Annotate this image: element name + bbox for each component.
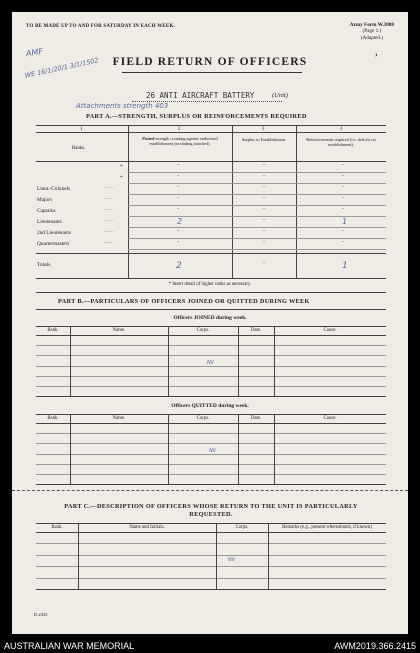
row-rule — [128, 205, 386, 206]
handwritten-ref-1: AMF — [25, 46, 44, 59]
part-c-nil: Nil — [228, 557, 235, 563]
col-header-posted — [132, 136, 228, 146]
attachments-note: Attachments strength 403 — [76, 102, 169, 110]
surplus-cell: - — [263, 206, 265, 212]
col-number-2: 2 — [178, 127, 181, 132]
reinf-cell: - — [342, 195, 344, 201]
rule — [36, 484, 386, 485]
form-sheet — [12, 12, 408, 634]
part-a-footnote: * Insert detail of higher ranks as necessary. — [168, 282, 252, 287]
surplus-cell: - — [263, 228, 265, 234]
rule — [128, 125, 129, 278]
part-c-heading-line2: REQUESTED. — [189, 511, 233, 518]
column-header: Date. — [250, 416, 262, 421]
column-header: Remarks (e.g., present whereabouts, if known) — [282, 525, 372, 530]
rank-label: * — [120, 175, 123, 181]
form-id: Army Form W.3008 — [349, 22, 394, 28]
row-rule — [128, 194, 386, 195]
row-rule — [128, 238, 386, 239]
part-c-heading — [36, 503, 386, 519]
col-rule — [168, 414, 169, 484]
column-header: Corps. — [196, 416, 210, 421]
row-rule — [128, 249, 386, 250]
reinf-cell: - — [342, 228, 344, 234]
reinf-cell: 1 — [342, 217, 348, 226]
column-header: Rank. — [47, 328, 59, 333]
posted-cell: - — [177, 228, 179, 234]
col-number-3: 3 — [262, 127, 265, 132]
col-rule — [268, 523, 269, 589]
column-header: Cause. — [323, 416, 337, 421]
col-rule — [70, 326, 71, 396]
rank-label: Majors — [37, 197, 53, 203]
rule — [36, 414, 386, 415]
quitted-nil: Nil — [209, 448, 216, 454]
column-header: Name. — [112, 328, 126, 333]
surplus-cell: - — [263, 239, 265, 245]
surplus-cell: - — [263, 195, 265, 201]
row-rule — [128, 227, 386, 228]
rank-label: Lieut.-Colonels — [37, 186, 71, 192]
surplus-cell: - — [263, 162, 265, 168]
surplus-cell: - — [263, 217, 265, 223]
leader-dots: ... ... — [104, 240, 113, 245]
top-note: TO BE MADE UP TO AND FOR SATURDAY IN EACH WEEK. — [26, 24, 176, 29]
row-rule — [36, 543, 386, 544]
form-identifier — [350, 22, 394, 41]
part-c-heading-line1: PART C.—DESCRIPTION OF OFFICERS WHOSE RETURN TO THE UNIT IS PARTICULARLY — [64, 503, 358, 510]
row-rule — [36, 376, 386, 377]
row-rule — [36, 464, 386, 465]
unit-label: (Unit) — [272, 92, 288, 99]
rank-label: Captains — [37, 208, 56, 214]
row-rule — [36, 386, 386, 387]
surplus-cell: - — [263, 173, 265, 179]
column-header: Name. — [112, 416, 126, 421]
col-rule — [78, 523, 79, 589]
rule — [36, 125, 386, 126]
unit-value: 26 ANTI AIRCRAFT BATTERY — [146, 91, 255, 100]
posted-bold: Posted — [142, 136, 155, 141]
row-rule — [128, 216, 386, 217]
col-rule — [216, 523, 217, 589]
col-header-ranks: Ranks. — [72, 146, 86, 151]
col-number-1: 1 — [80, 127, 83, 132]
rule — [36, 292, 386, 293]
row-rule — [36, 433, 386, 434]
row-rule — [36, 578, 386, 579]
col-rule — [238, 326, 239, 396]
col-header-reinforcements: Reinforcements required (i.e. deficits on establishment). — [306, 137, 376, 147]
column-header: Corps. — [235, 525, 249, 530]
part-b-heading: PART B.—PARTICULARS OF OFFICERS JOINED OR QUITTED DURING WEEK — [58, 298, 310, 305]
rule — [36, 326, 386, 327]
row-rule — [128, 172, 386, 173]
posted-desc: strength counting against authorised establishment (excluding attached). — [149, 136, 218, 146]
form-adapted: (Adapted.) — [360, 34, 384, 41]
joined-title: Officers JOINED during week. — [173, 315, 247, 321]
rank-label: Lieutenants — [37, 219, 62, 225]
leader-dots: ... ... — [104, 185, 113, 190]
col-number-4: 4 — [340, 127, 343, 132]
rule — [36, 278, 386, 279]
totals-label: Totals — [37, 262, 51, 268]
column-header: Rank. — [51, 525, 63, 530]
col-header-surplus: Surplus to Establishment. — [241, 137, 287, 142]
rule — [36, 423, 386, 424]
title-underline — [122, 72, 302, 73]
row-rule — [36, 443, 386, 444]
col-rule — [238, 414, 239, 484]
row-rule — [36, 355, 386, 356]
part-a-heading: PART A.—STRENGTH, SURPLUS OR REINFORCEMENTS REQUIRED — [86, 113, 307, 120]
rule — [36, 532, 386, 533]
row-rule — [36, 566, 386, 567]
col-rule — [70, 414, 71, 484]
reinf-cell: - — [342, 173, 344, 179]
totals-reinf: 1 — [342, 261, 348, 271]
col-rule — [274, 326, 275, 396]
col-rule — [274, 414, 275, 484]
rule — [12, 490, 408, 491]
posted-cell: - — [177, 206, 179, 212]
rank-label: * — [120, 164, 123, 170]
tick-mark: › — [375, 50, 378, 59]
totals-posted: 2 — [176, 261, 182, 271]
reinf-cell: - — [342, 206, 344, 212]
leader-dots: ... ... — [104, 218, 113, 223]
posted-cell: - — [177, 173, 179, 179]
footer-credit: AUSTRALIAN WAR MEMORIAL — [4, 641, 135, 651]
row-rule — [36, 555, 386, 556]
quitted-title: Officers QUITTED during week. — [171, 403, 249, 409]
form-page: (Page 1.) — [362, 28, 382, 35]
posted-cell: - — [177, 195, 179, 201]
posted-cell: - — [177, 239, 179, 245]
row-rule — [36, 345, 386, 346]
page-title: FIELD RETURN OF OFFICERS — [112, 56, 308, 68]
form-code: D.2433 — [34, 612, 48, 617]
rule — [36, 132, 386, 133]
column-header: Cause. — [323, 328, 337, 333]
reinf-cell: - — [342, 184, 344, 190]
surplus-cell: - — [263, 184, 265, 190]
rule — [36, 253, 386, 254]
handwritten-ref-2: WE 16/1/20/1 3/1/1502 — [23, 56, 100, 80]
rule — [232, 125, 233, 278]
rank-label: 2nd Lieutenants — [37, 230, 71, 236]
reinf-cell: - — [342, 239, 344, 245]
joined-nil: Nil — [207, 360, 214, 366]
rule — [296, 125, 297, 278]
posted-cell: - — [177, 184, 179, 190]
rule — [36, 396, 386, 397]
column-header: Name and Initials. — [129, 525, 165, 530]
rule — [36, 589, 386, 590]
column-header: Rank. — [47, 416, 59, 421]
leader-dots: ... ... — [104, 207, 113, 212]
row-rule — [128, 183, 386, 184]
rank-label: Quartermasters — [37, 241, 70, 247]
posted-cell: - — [177, 162, 179, 168]
rule — [36, 309, 386, 310]
totals-surplus: - — [263, 260, 265, 266]
row-rule — [36, 474, 386, 475]
reinf-cell: - — [342, 162, 344, 168]
rule — [36, 523, 386, 524]
col-rule — [168, 326, 169, 396]
rule — [36, 161, 386, 162]
rule — [36, 335, 386, 336]
column-header: Date. — [250, 328, 262, 333]
posted-cell: 2 — [177, 217, 183, 226]
footer-accession: AWM2019.366.2415 — [334, 641, 416, 651]
leader-dots: ... ... — [104, 229, 113, 234]
leader-dots: ... ... — [104, 196, 113, 201]
column-header: Corps. — [196, 328, 210, 333]
